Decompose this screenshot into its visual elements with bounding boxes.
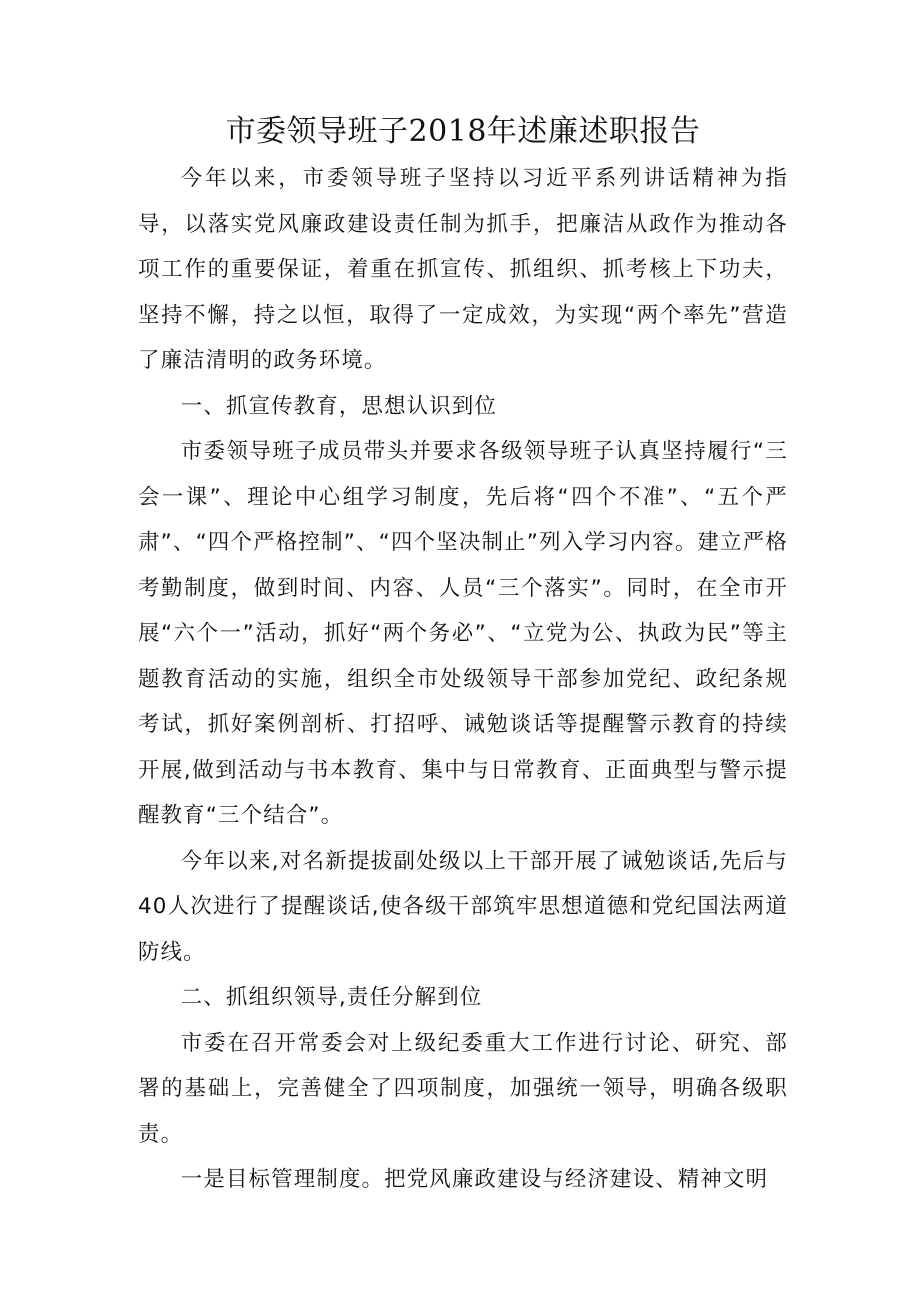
- paragraph-section1-body: 市委领导班子成员带头并要求各级领导班子认真坚持履行“三会一课”、理论中心组学习制度，先后将“四个不准”、“五个严肃”、“四个严格控制”、“四个坚决制止”列入学习内容。建立严格考勤制度，做到时间、内容、人员“三个落实”。同时，在全市开展“六个一”活动，抓好“两个务必”、“立党为公、执政为民”等主题教育活动的实施，组织全市处级领导干部参加党纪、政纪条规考试，抓好案例剖析、打招呼、诫勉谈话等提醒警示教育的持续开展,做到活动与书本教育、集中与日常教育、正面典型与警示提醒教育“三个结合”。: [138, 439, 788, 828]
- section-heading-2: 二、抓组织领导,责任分解到位: [180, 985, 483, 1010]
- section-heading-1: 一、抓宣传教育，思想认识到位: [180, 393, 498, 419]
- paragraph-target-management: 一是目标管理制度。把党风廉政建设与经济建设、精神文明: [180, 1167, 769, 1192]
- paragraph-section1-talks: 今年以来,对名新提拔副处级以上干部开展了诫勉谈话,先后与40人次进行了提醒谈话,使各级干部筑牢思想道德和党纪国法两道防线。: [138, 848, 788, 965]
- paragraph-section2-body: 市委在召开常委会对上级纪委重大工作进行讨论、研究、部署的基础上，完善健全了四项制度，加强统一领导，明确各级职责。: [138, 1030, 788, 1147]
- document-body: [138, 108, 788, 1203]
- document-title: 市委领导班子2018年述廉述职报告: [225, 114, 701, 149]
- paragraph-intro: 今年以来，市委领导班子坚持以习近平系列讲话精神为指导，以落实党风廉政建设责任制为抓手，把廉洁从政作为推动各项工作的重要保证，着重在抓宣传、抓组织、抓考核上下功夫，坚持不懈，持之以恒，取得了一定成效，为实现“两个率先”营造了廉洁清明的政务环境。: [138, 166, 788, 373]
